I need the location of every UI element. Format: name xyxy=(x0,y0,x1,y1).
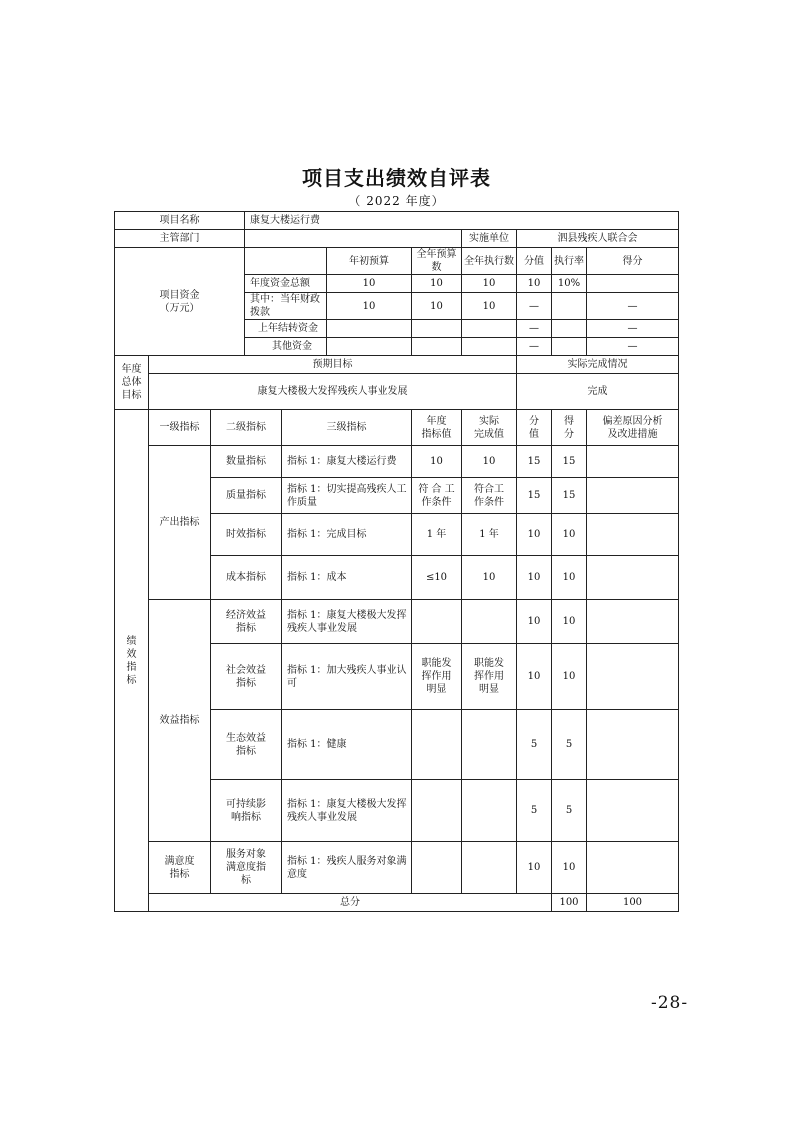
funds-cell xyxy=(327,338,412,356)
indicator-header: 年度 指标值 xyxy=(412,410,462,446)
level2-cell: 数量指标 xyxy=(211,446,282,478)
funds-row-label: 上年结转资金 xyxy=(245,320,327,338)
indicator-header: 实际 完成值 xyxy=(462,410,517,446)
funds-cell: — xyxy=(517,320,552,338)
indicator-header: 三级指标 xyxy=(282,410,412,446)
funds-header: 全年预算数 xyxy=(412,248,462,275)
indicator-header: 分 值 xyxy=(517,410,552,446)
funds-cell xyxy=(552,320,587,338)
level2-cell: 成本指标 xyxy=(211,556,282,600)
funds-cell: — xyxy=(517,338,552,356)
funds-cell xyxy=(462,320,517,338)
funds-cell xyxy=(552,338,587,356)
funds-cell xyxy=(412,338,462,356)
level3-cell: 指标 1：成本 xyxy=(282,556,412,600)
project-name-value: 康复大楼运行费 xyxy=(245,212,679,230)
target-cell: 职能发 挥作用 明显 xyxy=(412,644,462,710)
level2-cell: 社会效益 指标 xyxy=(211,644,282,710)
score-value-cell: 5 xyxy=(517,780,552,842)
actual-cell: 符合工 作条件 xyxy=(462,478,517,514)
level1-indicator: 产出指标 xyxy=(149,446,211,600)
performance-table xyxy=(114,211,679,912)
reason-cell xyxy=(587,514,679,556)
level3-cell: 指标 1：康复大楼极大发挥残疾人事业发展 xyxy=(282,600,412,644)
level3-cell: 指标 1：残疾人服务对象满意度 xyxy=(282,842,412,894)
dept-value xyxy=(245,230,462,248)
funds-cell: — xyxy=(587,320,679,338)
funds-cell: — xyxy=(587,338,679,356)
actual-cell: 职能发 挥作用 明显 xyxy=(462,644,517,710)
target-cell xyxy=(412,842,462,894)
funds-cell: — xyxy=(587,293,679,320)
funds-cell xyxy=(587,275,679,293)
document-subtitle: （ 2022 年度） xyxy=(348,194,445,208)
funds-corner xyxy=(245,248,327,275)
goals-expected: 康复大楼极大发挥残疾人事业发展 xyxy=(149,374,517,410)
score-cell: 10 xyxy=(552,842,587,894)
score-cell: 5 xyxy=(552,780,587,842)
funds-cell xyxy=(462,338,517,356)
level3-cell: 指标 1：加大残疾人事业认可 xyxy=(282,644,412,710)
level2-cell: 质量指标 xyxy=(211,478,282,514)
score-cell: 10 xyxy=(552,514,587,556)
actual-cell: 10 xyxy=(462,556,517,600)
funds-cell: 10 xyxy=(462,293,517,320)
target-cell: 10 xyxy=(412,446,462,478)
funds-cell: — xyxy=(517,293,552,320)
score-cell: 15 xyxy=(552,478,587,514)
indicator-row xyxy=(115,600,679,644)
score-value-cell: 15 xyxy=(517,478,552,514)
funds-row-label: 其中：当年财政拨款 xyxy=(245,293,327,320)
target-cell: 符 合 工 作条件 xyxy=(412,478,462,514)
funds-row-label: 其他资金 xyxy=(245,338,327,356)
score-value-cell: 10 xyxy=(517,556,552,600)
impl-label: 实施单位 xyxy=(462,230,517,248)
document-title: 项目支出绩效自评表 xyxy=(302,166,491,190)
funds-cell: 10% xyxy=(552,275,587,293)
reason-cell xyxy=(587,780,679,842)
actual-cell xyxy=(462,780,517,842)
level1-indicator: 效益指标 xyxy=(149,600,211,842)
goals-label: 年度 总体 目标 xyxy=(115,356,149,410)
score-value-cell: 10 xyxy=(517,514,552,556)
level3-cell: 指标 1：康复大楼运行费 xyxy=(282,446,412,478)
target-cell: ≤10 xyxy=(412,556,462,600)
indicator-header: 二级指标 xyxy=(211,410,282,446)
goals-actual: 完成 xyxy=(517,374,679,410)
indicator-header: 一级指标 xyxy=(149,410,211,446)
score-value-cell: 15 xyxy=(517,446,552,478)
reason-cell xyxy=(587,600,679,644)
funds-header: 全年执行数 xyxy=(462,248,517,275)
page-number: -28- xyxy=(651,993,689,1013)
funds-cell: 10 xyxy=(412,293,462,320)
actual-cell xyxy=(462,600,517,644)
reason-cell xyxy=(587,478,679,514)
funds-cell: 10 xyxy=(412,275,462,293)
level2-cell: 服务对象 满意度指 标 xyxy=(211,842,282,894)
total-score-value: 100 xyxy=(552,894,587,912)
funds-cell: 10 xyxy=(327,293,412,320)
indicator-row xyxy=(115,842,679,894)
total-score: 100 xyxy=(587,894,679,912)
reason-cell xyxy=(587,644,679,710)
funds-cell: 10 xyxy=(327,275,412,293)
funds-cell xyxy=(412,320,462,338)
goals-actual-header: 实际完成情况 xyxy=(517,356,679,374)
score-value-cell: 10 xyxy=(517,644,552,710)
level2-cell: 可持续影 响指标 xyxy=(211,780,282,842)
score-cell: 10 xyxy=(552,644,587,710)
project-name-label: 项目名称 xyxy=(115,212,245,230)
funds-header: 年初预算 xyxy=(327,248,412,275)
goals-expected-header: 预期目标 xyxy=(149,356,517,374)
level2-cell: 经济效益 指标 xyxy=(211,600,282,644)
funds-cell: 10 xyxy=(517,275,552,293)
score-value-cell: 10 xyxy=(517,600,552,644)
target-cell xyxy=(412,710,462,780)
target-cell xyxy=(412,600,462,644)
level3-cell: 指标 1：康复大楼极大发挥残疾人事业发展 xyxy=(282,780,412,842)
level2-cell: 时效指标 xyxy=(211,514,282,556)
funds-row-label: 年度资金总额 xyxy=(245,275,327,293)
funds-cell xyxy=(327,320,412,338)
level1-indicator: 满意度 指标 xyxy=(149,842,211,894)
reason-cell xyxy=(587,556,679,600)
score-cell: 10 xyxy=(552,556,587,600)
funds-cell xyxy=(552,293,587,320)
level2-cell: 生态效益 指标 xyxy=(211,710,282,780)
indicator-row xyxy=(115,446,679,478)
score-cell: 5 xyxy=(552,710,587,780)
funds-header: 得分 xyxy=(587,248,679,275)
actual-cell xyxy=(462,842,517,894)
funds-header: 分值 xyxy=(517,248,552,275)
reason-cell xyxy=(587,446,679,478)
actual-cell: 1 年 xyxy=(462,514,517,556)
total-row xyxy=(115,894,679,912)
indicator-header: 得 分 xyxy=(552,410,587,446)
target-cell: 1 年 xyxy=(412,514,462,556)
indicators-side-label: 绩 效 指 标 xyxy=(115,410,149,912)
score-value-cell: 10 xyxy=(517,842,552,894)
actual-cell: 10 xyxy=(462,446,517,478)
indicator-header: 偏差原因分析 及改进措施 xyxy=(587,410,679,446)
level3-cell: 指标 1：切实提高残疾人工作质量 xyxy=(282,478,412,514)
funds-cell: 10 xyxy=(462,275,517,293)
target-cell xyxy=(412,780,462,842)
level3-cell: 指标 1：完成目标 xyxy=(282,514,412,556)
funds-header: 执行率 xyxy=(552,248,587,275)
dept-label: 主管部门 xyxy=(115,230,245,248)
total-label: 总分 xyxy=(149,894,552,912)
funds-label: 项目资金 （万元） xyxy=(115,248,245,356)
impl-value: 泗县残疾人联合会 xyxy=(517,230,679,248)
score-value-cell: 5 xyxy=(517,710,552,780)
score-cell: 15 xyxy=(552,446,587,478)
reason-cell xyxy=(587,842,679,894)
level3-cell: 指标 1：健康 xyxy=(282,710,412,780)
actual-cell xyxy=(462,710,517,780)
score-cell: 10 xyxy=(552,600,587,644)
reason-cell xyxy=(587,710,679,780)
